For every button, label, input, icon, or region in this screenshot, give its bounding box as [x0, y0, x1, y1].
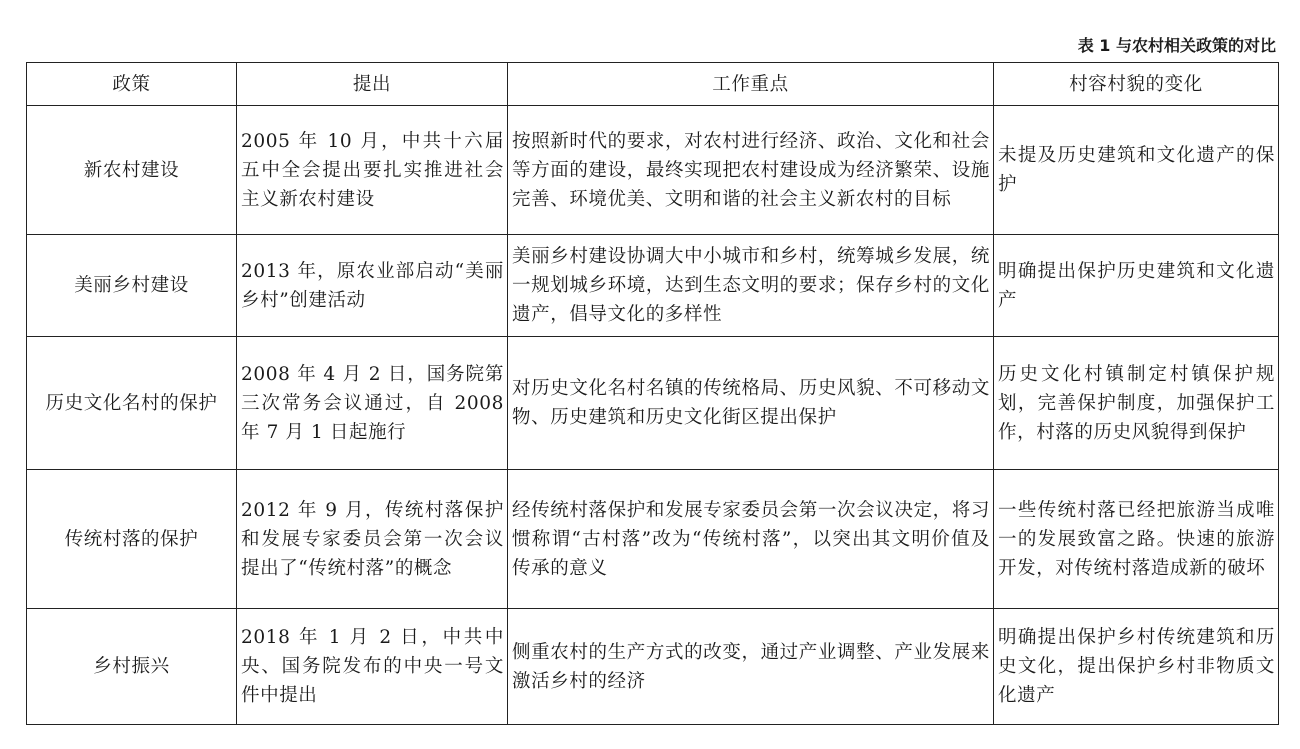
table-row [27, 106, 1279, 235]
table-caption: 表 1 与农村相关政策的对比 [1077, 36, 1276, 55]
change-cell: 一些传统村落已经把旅游当成唯一的发展致富之路。快速的旅游开发，对传统村落造成新的破坏 [994, 470, 1279, 609]
table-header-row [27, 63, 1279, 106]
header-proposed: 提出 [237, 63, 508, 106]
header-village-change: 村容村貌的变化 [994, 63, 1279, 106]
header-policy: 政策 [27, 63, 237, 106]
focus-cell: 侧重农村的生产方式的改变，通过产业调整、产业发展来激活乡村的经济 [508, 609, 994, 725]
table-row [27, 609, 1279, 725]
change-cell: 明确提出保护历史建筑和文化遗产 [994, 235, 1279, 337]
policy-cell: 传统村落的保护 [27, 470, 237, 609]
proposed-cell: 2008 年 4 月 2 日，国务院第三次常务会议通过，自 2008 年 7 月 1 日起施行 [237, 337, 508, 470]
focus-cell: 美丽乡村建设协调大中小城市和乡村，统筹城乡发展，统一规划城乡环境，达到生态文明的要求；保存乡村的文化遗产，倡导文化的多样性 [508, 235, 994, 337]
proposed-cell: 2012 年 9 月，传统村落保护和发展专家委员会第一次会议提出了“传统村落”的概念 [237, 470, 508, 609]
policy-cell: 乡村振兴 [27, 609, 237, 725]
change-cell: 历史文化村镇制定村镇保护规划，完善保护制度，加强保护工作，村落的历史风貌得到保护 [994, 337, 1279, 470]
table-row [27, 470, 1279, 609]
focus-cell: 经传统村落保护和发展专家委员会第一次会议决定，将习惯称谓“古村落”改为“传统村落”，以突出其文明价值及传承的意义 [508, 470, 994, 609]
table-row [27, 235, 1279, 337]
policy-cell: 历史文化名村的保护 [27, 337, 237, 470]
focus-cell: 按照新时代的要求，对农村进行经济、政治、文化和社会等方面的建设，最终实现把农村建设成为经济繁荣、设施完善、环境优美、文明和谐的社会主义新农村的目标 [508, 106, 994, 235]
header-focus: 工作重点 [508, 63, 994, 106]
proposed-cell: 2018 年 1 月 2 日，中共中央、国务院发布的中央一号文件中提出 [237, 609, 508, 725]
change-cell: 明确提出保护乡村传统建筑和历史文化，提出保护乡村非物质文化遗产 [994, 609, 1279, 725]
policy-cell: 美丽乡村建设 [27, 235, 237, 337]
table-row [27, 337, 1279, 470]
policy-comparison-table [26, 62, 1279, 725]
proposed-cell: 2005 年 10 月，中共十六届五中全会提出要扎实推进社会主义新农村建设 [237, 106, 508, 235]
focus-cell: 对历史文化名村名镇的传统格局、历史风貌、不可移动文物、历史建筑和历史文化街区提出保护 [508, 337, 994, 470]
policy-cell: 新农村建设 [27, 106, 237, 235]
change-cell: 未提及历史建筑和文化遗产的保护 [994, 106, 1279, 235]
proposed-cell: 2013 年，原农业部启动“美丽乡村”创建活动 [237, 235, 508, 337]
